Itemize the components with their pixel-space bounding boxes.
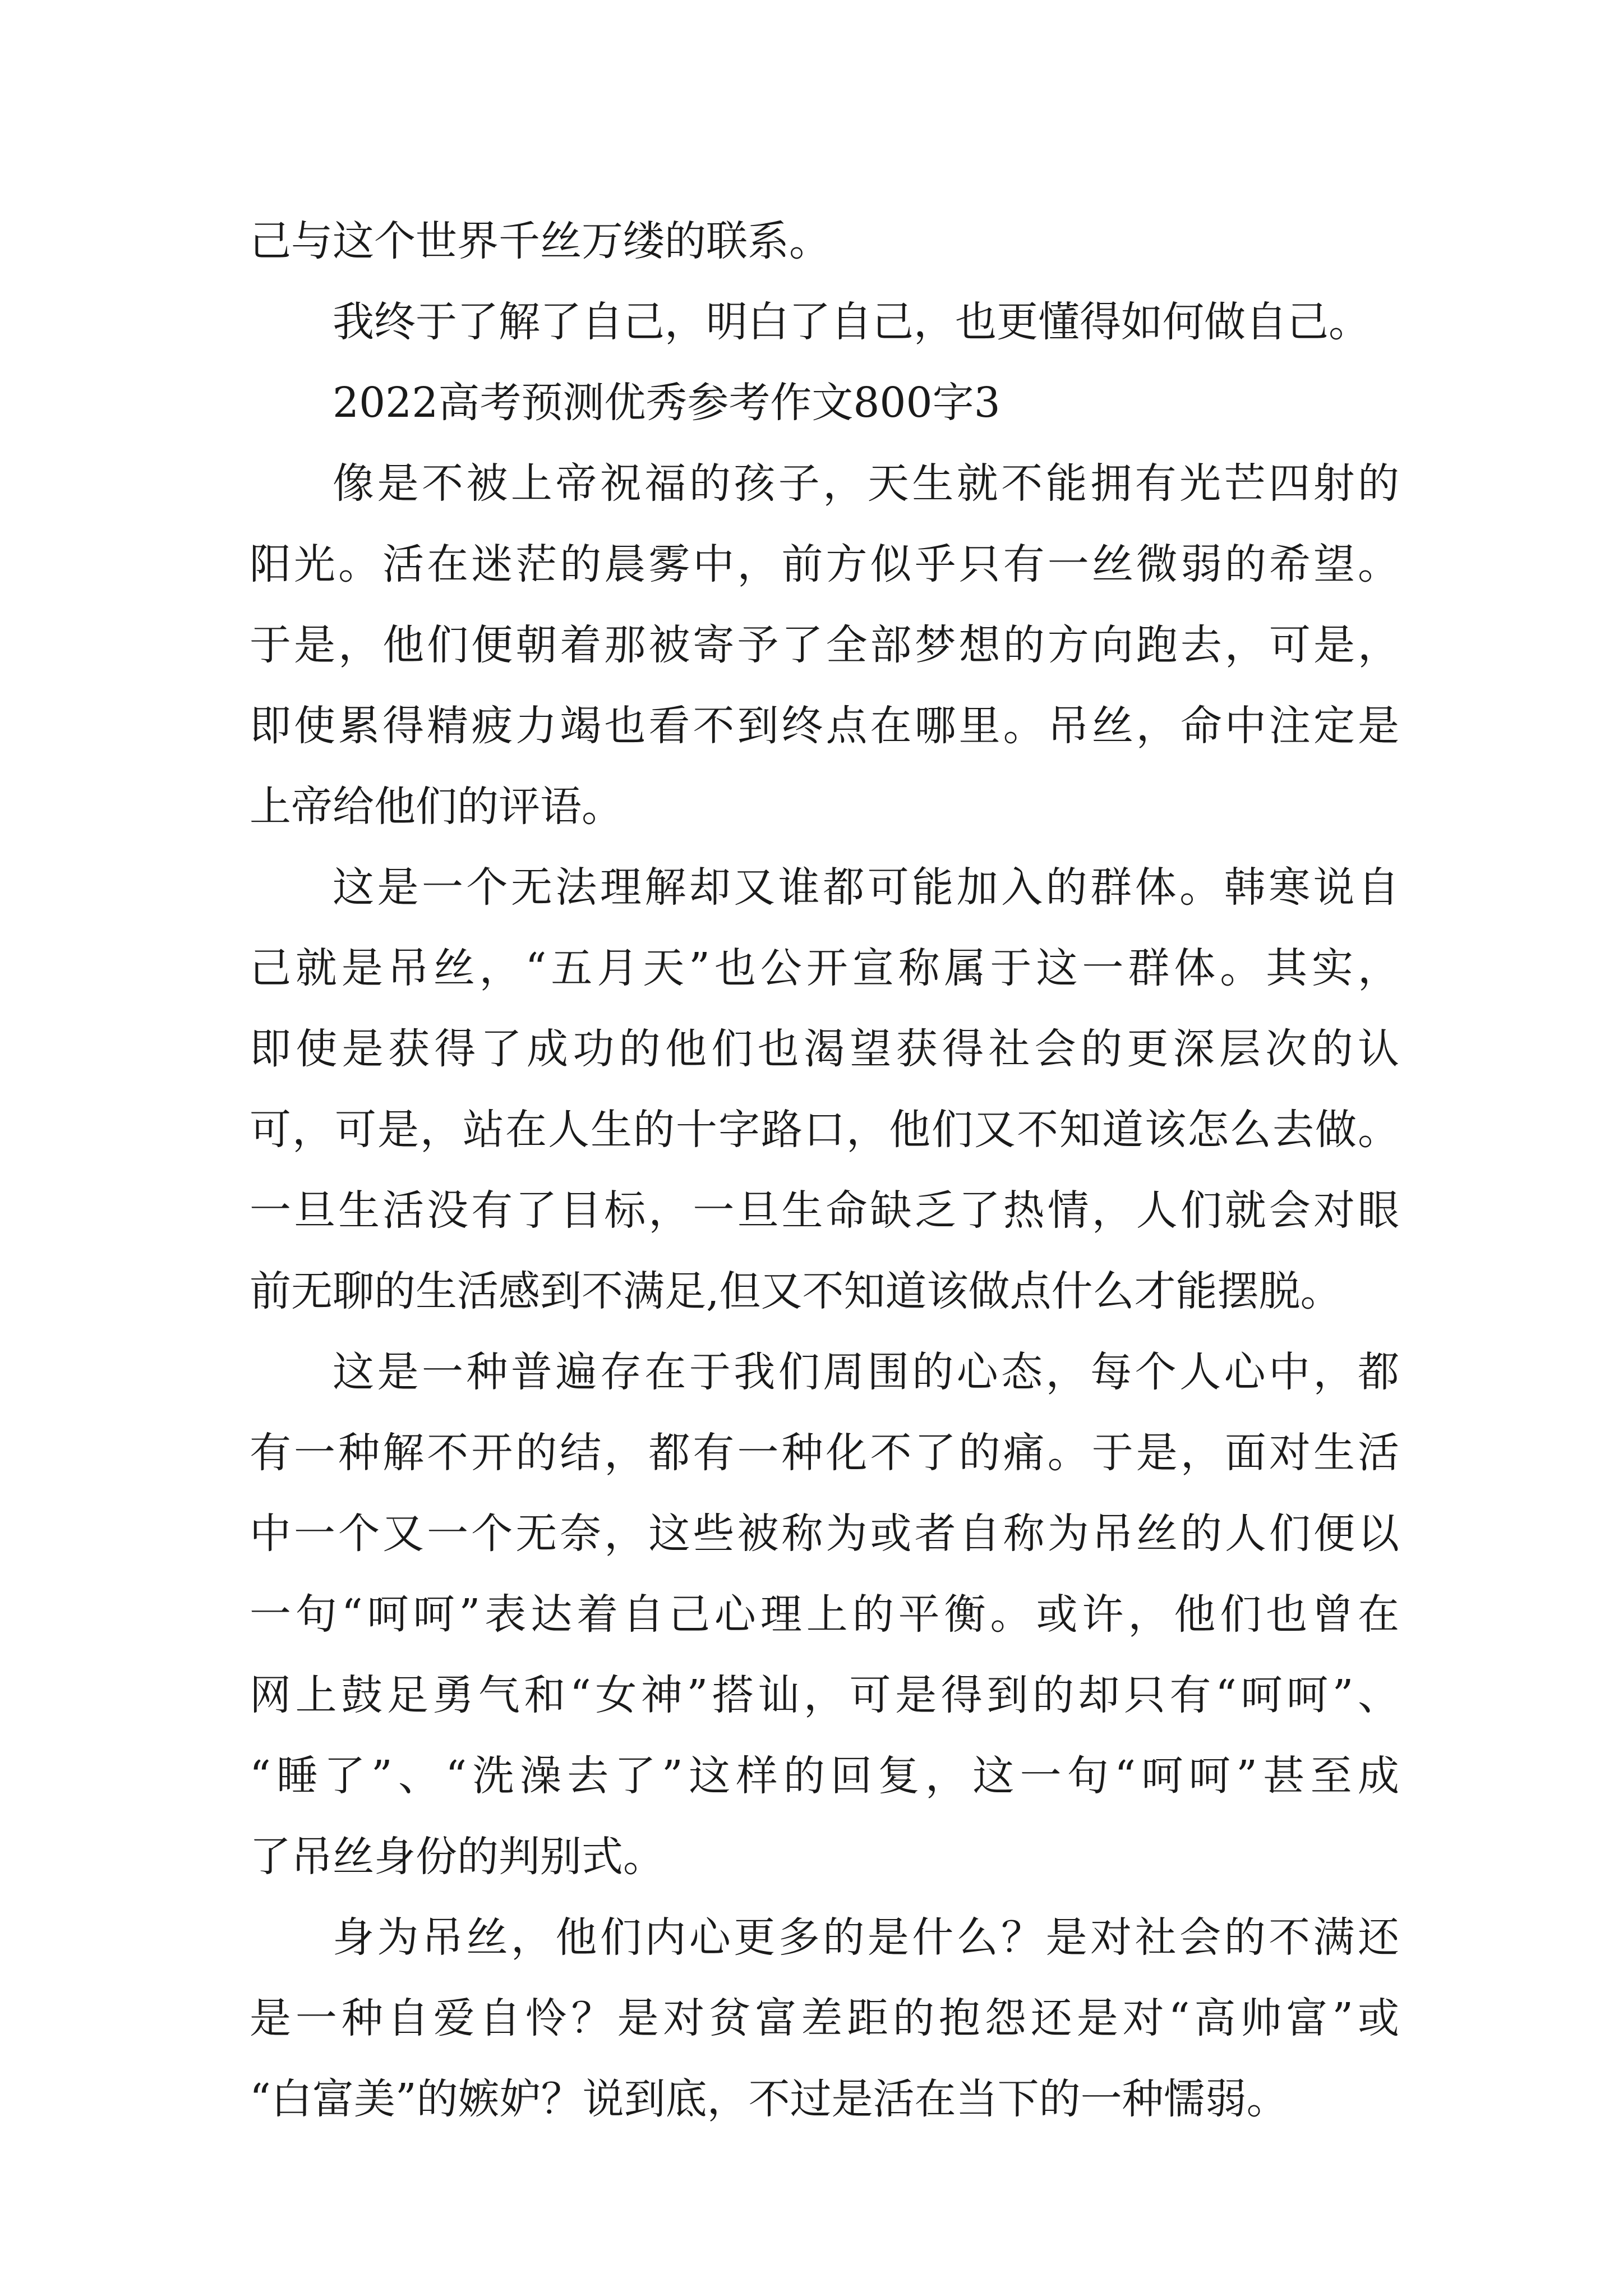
text-line: 阳光。活在迷茫的晨雾中，前方似乎只有一丝微弱的希望。 (250, 540, 1399, 588)
text-line: 是一种自爱自怜？是对贫富差距的抱怨还是对“高帅富”或 (250, 1994, 1399, 2042)
text-line: 即使累得精疲力竭也看不到终点在哪里。吊丝，命中注定是 (250, 702, 1399, 750)
text-line: 身为吊丝，他们内心更多的是什么？是对社会的不满还 (333, 1913, 1399, 1962)
text-line: 即使是获得了成功的他们也渴望获得社会的更深层次的认 (250, 1025, 1399, 1073)
text-line: 像是不被上帝祝福的孩子，天生就不能拥有光芒四射的 (333, 459, 1399, 508)
text-line: 可，可是，站在人生的十字路口，他们又不知道该怎么去做。 (250, 1106, 1399, 1154)
text-line: 网上鼓足勇气和“女神”搭讪，可是得到的却只有“呵呵”、 (250, 1671, 1399, 1719)
text-line: “睡了”、“洗澡去了”这样的回复，这一句“呵呵”甚至成 (250, 1752, 1399, 1800)
text-line: 这是一个无法理解却又谁都可能加入的群体。韩寒说自 (333, 863, 1399, 912)
text-line: 于是，他们便朝着那被寄予了全部梦想的方向跑去，可是， (250, 621, 1399, 669)
text-line: 2022高考预测优秀参考作文800字3 (333, 379, 1000, 427)
text-line: 上帝给他们的评语。 (250, 783, 623, 831)
text-line: 有一种解不开的结，都有一种化不了的痛。于是，面对生活 (250, 1429, 1399, 1477)
text-line: 己与这个世界千丝万缕的联系。 (250, 217, 831, 265)
text-line: 一旦生活没有了目标，一旦生命缺乏了热情，人们就会对眼 (250, 1186, 1399, 1235)
text-line: “白富美”的嫉妒？说到底，不过是活在当下的一种懦弱。 (250, 2075, 1288, 2123)
text-line: 这是一种普遍存在于我们周围的心态，每个人心中，都 (333, 1348, 1399, 1396)
text-line: 前无聊的生活感到不满足,但又不知道该做点什么才能摆脱。 (250, 1267, 1342, 1315)
text-line: 己就是吊丝，“五月天”也公开宣称属于这一群体。其实， (250, 944, 1399, 992)
text-line: 中一个又一个无奈，这些被称为或者自称为吊丝的人们便以 (250, 1510, 1399, 1558)
text-line: 一句“呵呵”表达着自己心理上的平衡。或许，他们也曾在 (250, 1590, 1399, 1639)
text-line: 我终于了解了自己，明白了自己，也更懂得如何做自己。 (333, 298, 1370, 346)
text-line: 了吊丝身份的判别式。 (250, 1833, 665, 1881)
essay-body (250, 201, 1399, 2139)
